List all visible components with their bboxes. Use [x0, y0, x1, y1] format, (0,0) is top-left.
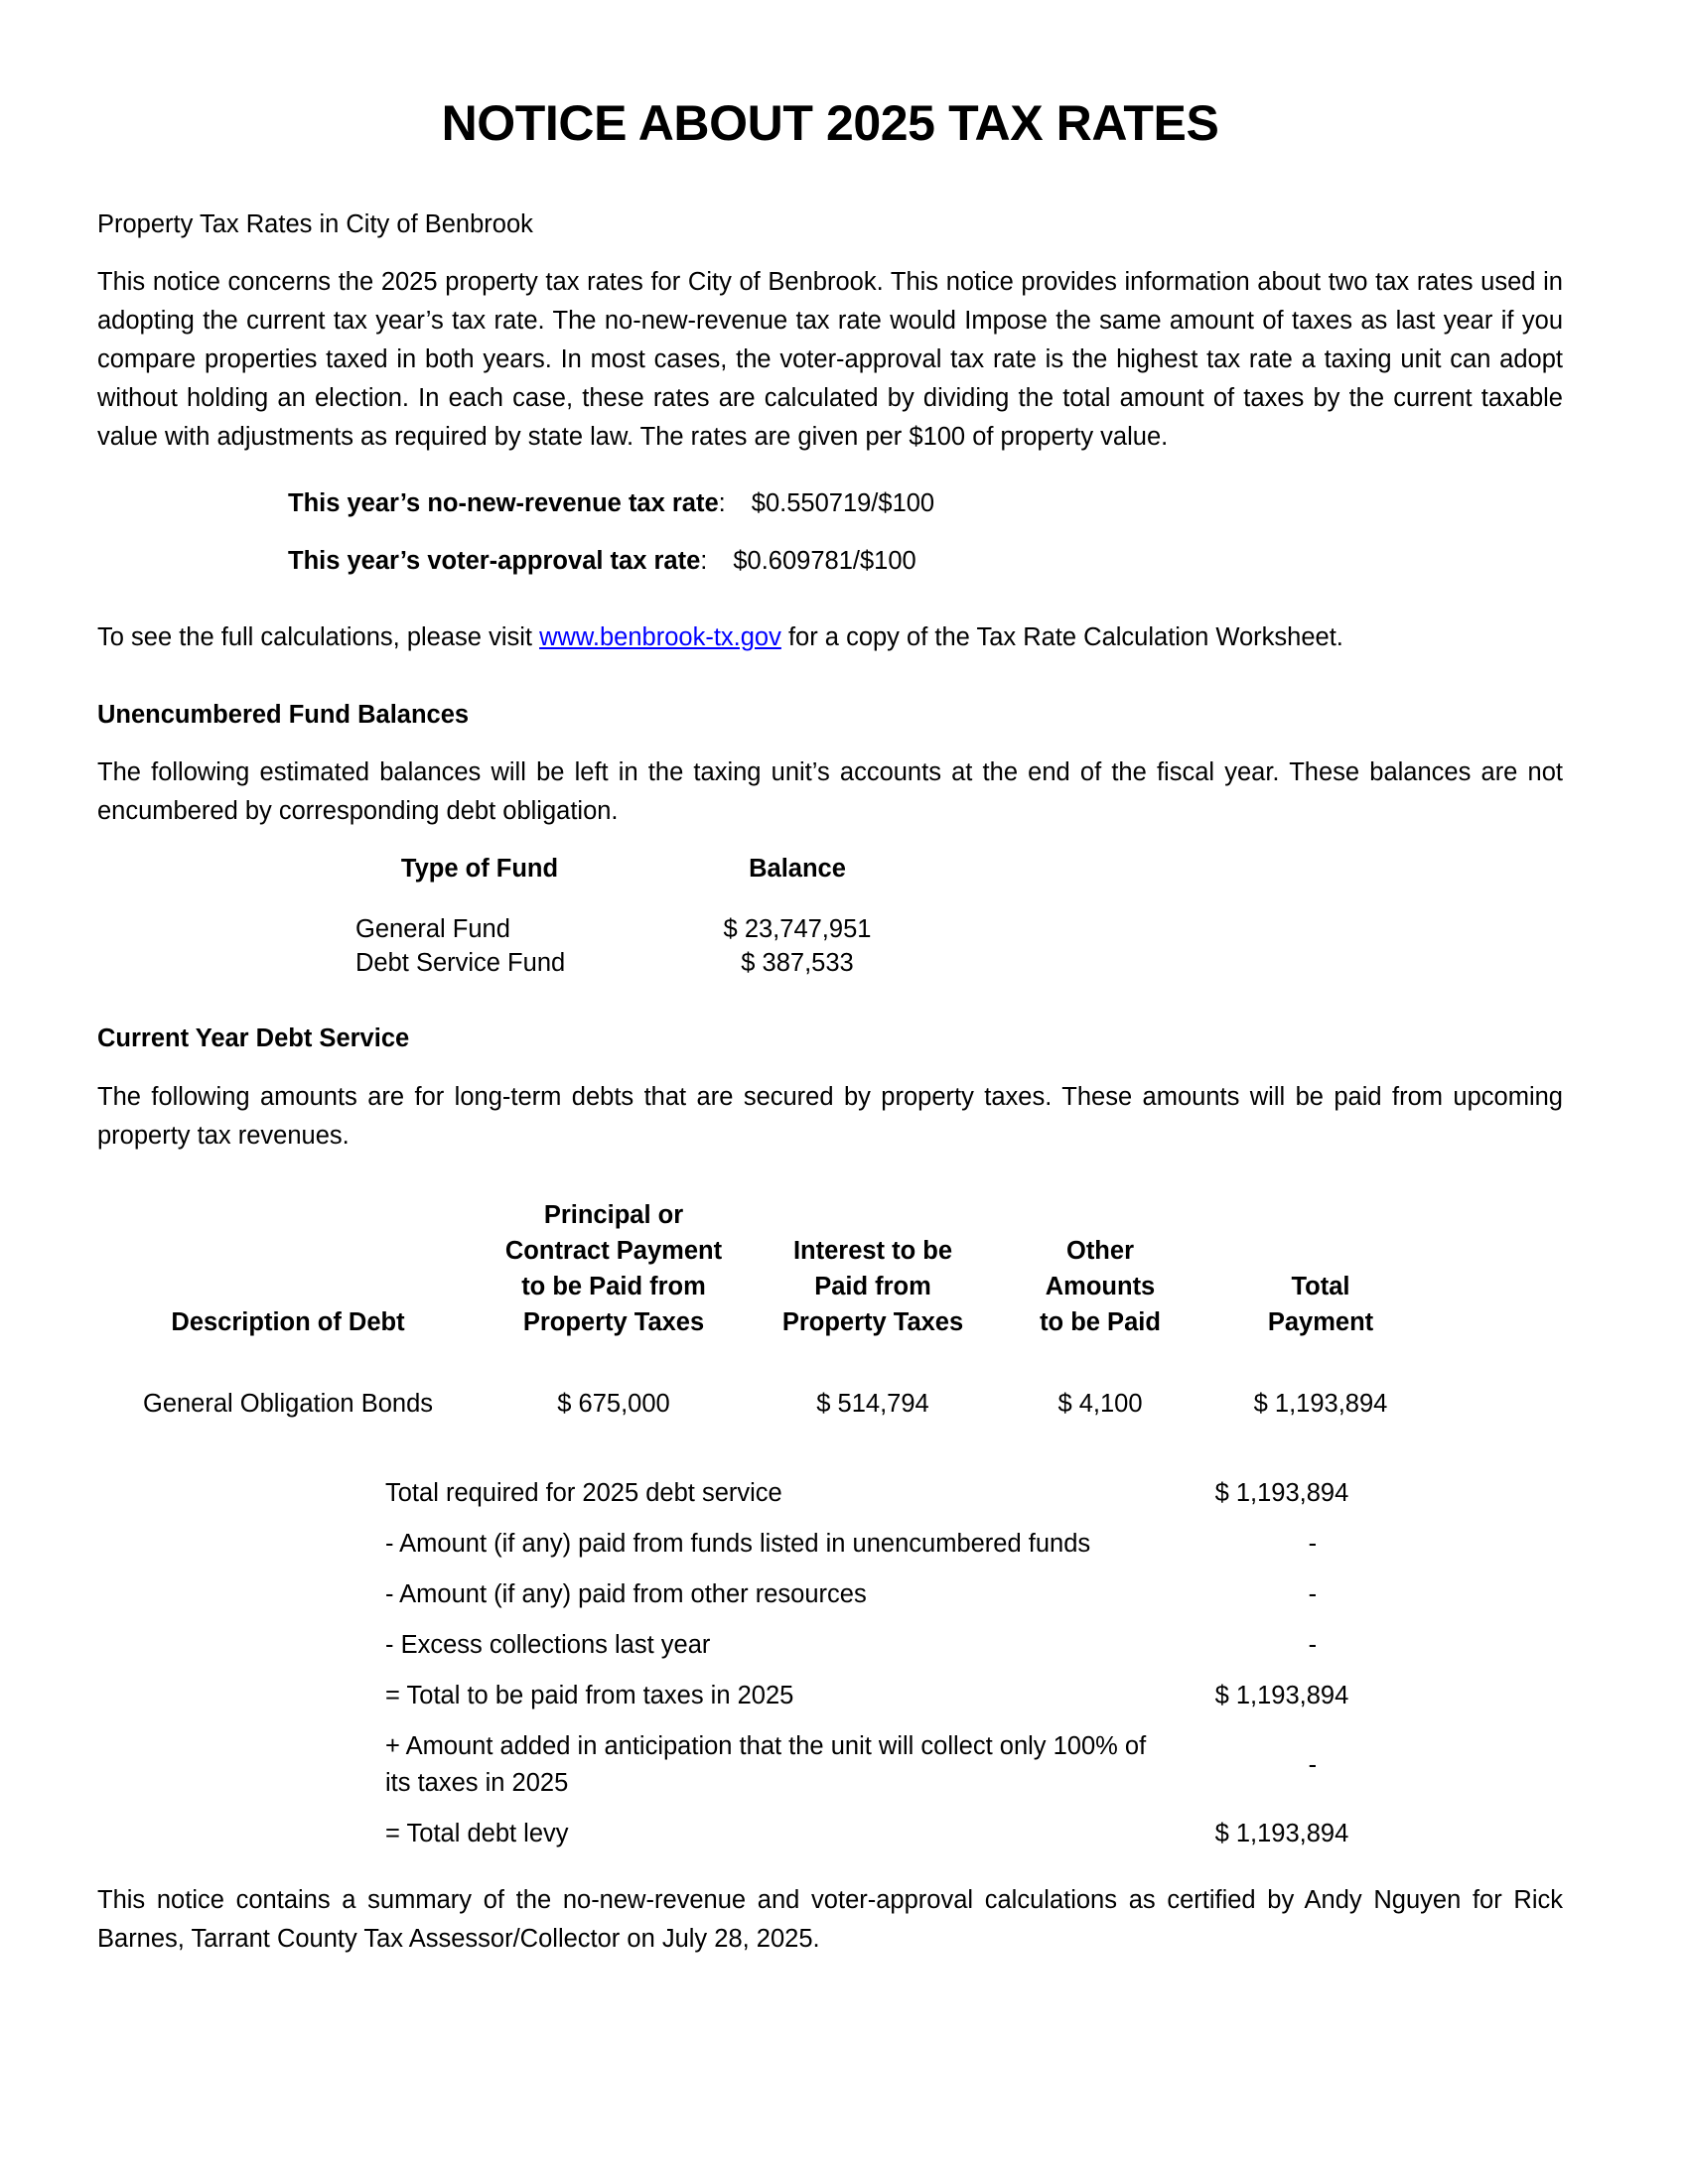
fund-balance-header-balance: Balance — [749, 855, 846, 884]
summary-label-total-debt-levy: = Total debt levy — [385, 1820, 569, 1848]
fund-balance-debt-service: $ 387,533 — [741, 949, 854, 978]
fund-name-general: General Fund — [355, 915, 510, 944]
debt-header-total-line-1: Total — [1291, 1272, 1350, 1300]
table-row — [385, 1519, 1563, 1570]
debt-row-description: General Obligation Bonds — [142, 1390, 434, 1419]
debt-header-principal — [479, 1197, 749, 1345]
summary-label-paid-from-unencumbered: - Amount (if any) paid from funds listed in unencumbered funds — [385, 1530, 1091, 1559]
debt-header-description — [97, 1197, 479, 1345]
document-content — [97, 0, 1563, 1959]
summary-value-total-required: $ 1,193,894 — [1214, 1479, 1349, 1508]
summary-label-amount-added-anticipation: + Amount added in anticipation that the unit will collect only 100% of its taxes in 2025 — [385, 1732, 1147, 1798]
table-row — [385, 1671, 1563, 1721]
debt-header-total — [1203, 1197, 1438, 1345]
summary-value-total-debt-levy: $ 1,193,894 — [1214, 1820, 1349, 1848]
table-row — [276, 949, 912, 983]
debt-row-interest: $ 514,794 — [816, 1390, 929, 1419]
table-row — [385, 1721, 1563, 1809]
worksheet-line — [97, 618, 1563, 657]
page-title: NOTICE ABOUT 2025 TAX RATES — [441, 95, 1219, 151]
debt-header-other — [997, 1197, 1203, 1345]
debt-header-principal-line-1: Principal or — [543, 1200, 684, 1229]
summary-value-paid-from-unencumbered: - — [1308, 1530, 1318, 1559]
summary-label-excess-collections: - Excess collections last year — [385, 1631, 711, 1660]
table-row — [385, 1570, 1563, 1620]
debt-header-other-line-1: Other — [1065, 1236, 1134, 1265]
debt-service-header-row — [97, 1197, 1563, 1345]
debt-row-total: $ 1,193,894 — [1253, 1390, 1388, 1419]
unencumbered-fund-balances-heading: Unencumbered Fund Balances — [97, 701, 470, 730]
debt-summary-table — [385, 1468, 1563, 1859]
voter-approval-rate-value: $0.609781/$100 — [733, 546, 916, 575]
summary-label-total-to-be-paid: = Total to be paid from taxes in 2025 — [385, 1682, 794, 1710]
debt-header-total-line-2: Payment — [1267, 1308, 1374, 1337]
debt-header-principal-line-4: Property Taxes — [522, 1308, 705, 1337]
worksheet-line-before: To see the full calculations, please visit — [97, 623, 540, 652]
table-row — [385, 1809, 1563, 1859]
tax-rate-row-nnr — [97, 486, 1563, 522]
debt-header-principal-line-2: Contract Payment — [504, 1236, 723, 1265]
debt-row-other: $ 4,100 — [1057, 1390, 1143, 1419]
unencumbered-paragraph: The following estimated balances will be left in the taxing unit’s accounts at the end of the fiscal year. These balances are not encumbered by corresponding debt obligation. — [97, 758, 1563, 826]
fund-balance-table — [276, 855, 912, 983]
summary-label-paid-from-other-resources: - Amount (if any) paid from other resources — [385, 1580, 867, 1609]
summary-value-amount-added-anticipation: - — [1308, 1750, 1318, 1779]
no-new-revenue-rate-label: This year’s no-new-revenue tax rate — [288, 488, 719, 517]
worksheet-line-after: for a copy of the Tax Rate Calculation Worksheet. — [780, 623, 1343, 652]
closing-paragraph: This notice contains a summary of the no-new-revenue and voter-approval calculations as certified by Andy Nguyen for Rick Barnes, Tarrant County Tax Assessor/Collector on July 28, 2025. — [97, 1886, 1563, 1954]
debt-header-interest — [749, 1197, 997, 1345]
debt-header-interest-line-3: Property Taxes — [781, 1308, 964, 1337]
benbrook-website-link[interactable]: www.benbrook-tx.gov — [539, 623, 781, 652]
fund-name-debt-service: Debt Service Fund — [355, 949, 566, 978]
fund-balance-header-row — [276, 855, 912, 915]
debt-row-spacer — [1438, 1344, 1563, 1419]
no-new-revenue-rate-colon: : — [718, 488, 726, 517]
table-row — [385, 1620, 1563, 1671]
summary-value-total-to-be-paid: $ 1,193,894 — [1214, 1682, 1349, 1710]
debt-header-interest-line-2: Paid from — [814, 1272, 931, 1300]
debt-service-table — [97, 1197, 1563, 1420]
summary-value-excess-collections: - — [1308, 1631, 1318, 1660]
debt-header-principal-line-3: to be Paid from — [521, 1272, 706, 1300]
table-row — [385, 1468, 1563, 1519]
summary-value-paid-from-other-resources: - — [1308, 1580, 1318, 1609]
tax-rate-row-voter-approval — [97, 544, 1563, 580]
debt-header-other-line-3: to be Paid — [1040, 1308, 1161, 1337]
debt-service-paragraph: The following amounts are for long-term debts that are secured by property taxes. These amounts will be paid from upcoming property tax revenues. — [97, 1082, 1563, 1150]
debt-header-interest-line-1: Interest to be — [792, 1236, 953, 1265]
intro-paragraph: This notice concerns the 2025 property tax rates for City of Benbrook. This notice provides information about two tax rates used in adopting the current tax year’s tax rate. The no-new-revenue tax rate would Impose the same amount of taxes as last year if you compare properties taxed in both years. In most cases, the voter-approval tax rate is the highest tax rate a taxing unit can adopt without holding an election. In each case, these rates are calculated by dividing the total amount of taxes by the current taxable value with adjustments as required by state law. The rates are given per $100 of property value. — [97, 267, 1563, 451]
debt-header-other-line-2: Amounts — [1045, 1272, 1156, 1300]
table-row — [97, 1344, 1563, 1419]
current-year-debt-service-heading: Current Year Debt Service — [97, 1024, 410, 1053]
debt-row-principal: $ 675,000 — [557, 1390, 670, 1419]
summary-label-total-required: Total required for 2025 debt service — [385, 1479, 782, 1508]
table-row — [276, 915, 912, 949]
fund-balance-header-type: Type of Fund — [400, 855, 559, 884]
debt-header-description-line-1: Description of Debt — [171, 1308, 405, 1337]
voter-approval-rate-label: This year’s voter-approval tax rate — [288, 546, 701, 575]
no-new-revenue-rate-value: $0.550719/$100 — [751, 488, 935, 517]
voter-approval-rate-colon: : — [700, 546, 708, 575]
tax-rate-list — [97, 486, 1563, 579]
document-subtitle: Property Tax Rates in City of Benbrook — [97, 209, 533, 238]
fund-balance-general: $ 23,747,951 — [723, 915, 872, 944]
debt-header-spacer — [1438, 1197, 1563, 1345]
